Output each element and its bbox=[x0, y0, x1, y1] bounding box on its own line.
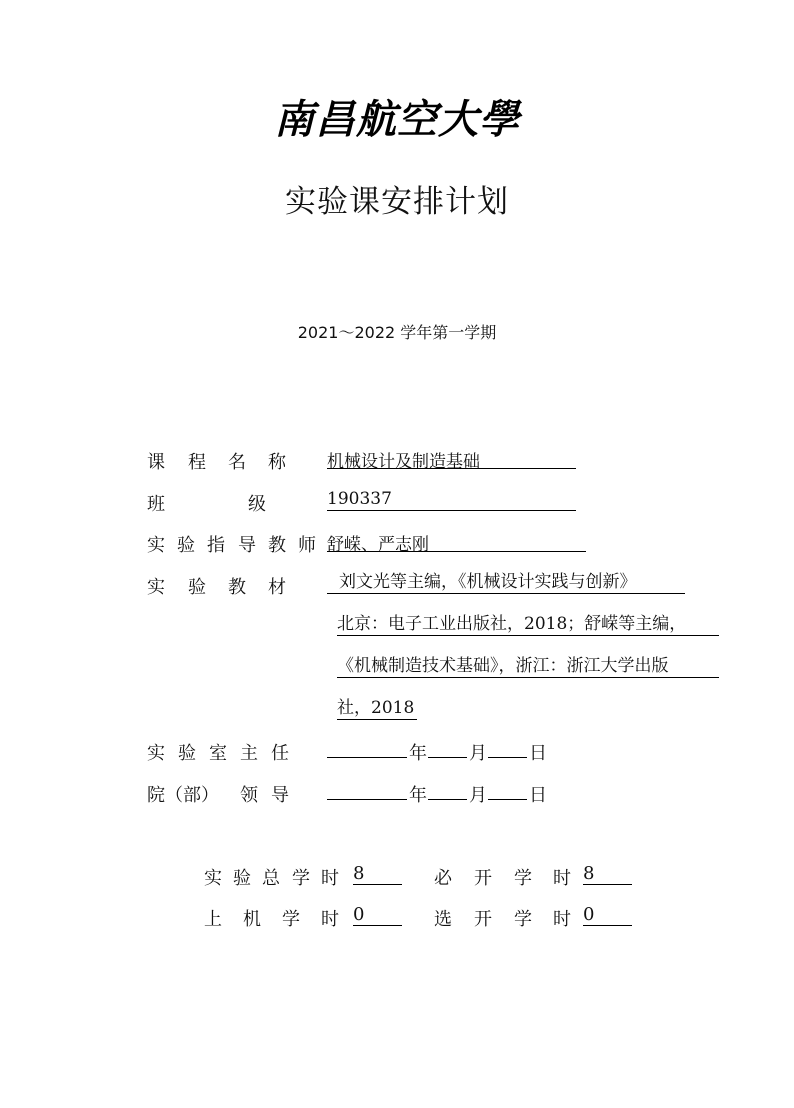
label-char: 实 bbox=[147, 535, 165, 556]
label-char: 学 bbox=[514, 909, 532, 930]
label-char: 导 bbox=[271, 785, 289, 806]
label-char: 上 bbox=[204, 909, 222, 930]
label-char: 时 bbox=[553, 868, 571, 889]
label-char: 导 bbox=[238, 535, 256, 556]
month-blank bbox=[428, 781, 467, 800]
elective-hours-label bbox=[0, 905, 590, 929]
label-char: 名 bbox=[228, 452, 246, 473]
label-char: 学 bbox=[292, 868, 310, 889]
required-hours-label bbox=[0, 864, 590, 888]
month-blank bbox=[428, 739, 467, 758]
label-char: 开 bbox=[474, 868, 492, 889]
label-char: 学 bbox=[514, 868, 532, 889]
label-char: 教 bbox=[228, 577, 246, 598]
label-char: 总 bbox=[262, 868, 280, 889]
label-char: 开 bbox=[474, 909, 492, 930]
class-label bbox=[0, 490, 330, 514]
required-hours-value: 8 bbox=[583, 863, 632, 885]
label-char: 班 bbox=[147, 494, 165, 515]
month-unit: 月 bbox=[469, 785, 487, 806]
month-unit: 月 bbox=[469, 743, 487, 764]
label-char: 材 bbox=[268, 577, 286, 598]
label-char: 学 bbox=[282, 909, 300, 930]
day-blank bbox=[488, 781, 527, 800]
instructor-label bbox=[0, 531, 330, 555]
total-hours-value: 8 bbox=[353, 863, 402, 885]
course-name-label bbox=[0, 448, 330, 472]
label-char: 必 bbox=[434, 868, 452, 889]
label-char: 级 bbox=[248, 494, 266, 515]
day-blank bbox=[488, 739, 527, 758]
semester-line: 2021～2022 学年第一学期 bbox=[297, 323, 497, 342]
instructor-value: 舒嵘、严志刚 bbox=[327, 530, 586, 552]
label-char: 程 bbox=[188, 452, 206, 473]
course-name-value: 机械设计及制造基础 bbox=[327, 447, 576, 469]
label-text: 院（部） bbox=[147, 785, 219, 806]
label-char: 教 bbox=[268, 535, 286, 556]
day-unit: 日 bbox=[529, 785, 547, 806]
label-char: 任 bbox=[271, 743, 289, 764]
textbook-line-1: 刘文光等主编，《机械设计实践与创新》 bbox=[327, 571, 685, 594]
label-char: 室 bbox=[209, 743, 227, 764]
label-char: 实 bbox=[147, 577, 165, 598]
label-char: 称 bbox=[268, 452, 286, 473]
document-title: 实验课安排计划 bbox=[285, 184, 509, 220]
label-char: 时 bbox=[553, 909, 571, 930]
elective-hours-value: 0 bbox=[583, 904, 632, 926]
class-value: 190337 bbox=[327, 489, 576, 511]
textbook-line-4: 社，2018 bbox=[337, 697, 417, 720]
textbook-line-2: 北京：电子工业出版社，2018；舒嵘等主编， bbox=[337, 613, 719, 636]
label-char: 实 bbox=[204, 868, 222, 889]
lab-director-date bbox=[0, 739, 794, 763]
university-logo: 南昌航空大學 bbox=[274, 96, 520, 143]
label-char: 领 bbox=[240, 785, 258, 806]
label-char: 实 bbox=[147, 743, 165, 764]
year-blank bbox=[327, 739, 407, 758]
textbook-label bbox=[0, 573, 330, 597]
label-char: 课 bbox=[147, 452, 165, 473]
label-char: 验 bbox=[188, 577, 206, 598]
label-char: 验 bbox=[177, 535, 195, 556]
label-char: 时 bbox=[321, 868, 339, 889]
label-char: 验 bbox=[178, 743, 196, 764]
label-char: 时 bbox=[321, 909, 339, 930]
computer-hours-value: 0 bbox=[353, 904, 402, 926]
label-char: 指 bbox=[207, 535, 225, 556]
year-blank bbox=[327, 781, 407, 800]
label-char: 师 bbox=[298, 535, 316, 556]
textbook-line-3: 《机械制造技术基础》，浙江：浙江大学出版 bbox=[337, 655, 719, 678]
label-char: 主 bbox=[240, 743, 258, 764]
year-unit: 年 bbox=[409, 785, 427, 806]
label-char: 机 bbox=[243, 909, 261, 930]
label-char: 选 bbox=[434, 909, 452, 930]
dept-leader-date bbox=[0, 781, 794, 805]
year-unit: 年 bbox=[409, 743, 427, 764]
label-char: 验 bbox=[233, 868, 251, 889]
day-unit: 日 bbox=[529, 743, 547, 764]
